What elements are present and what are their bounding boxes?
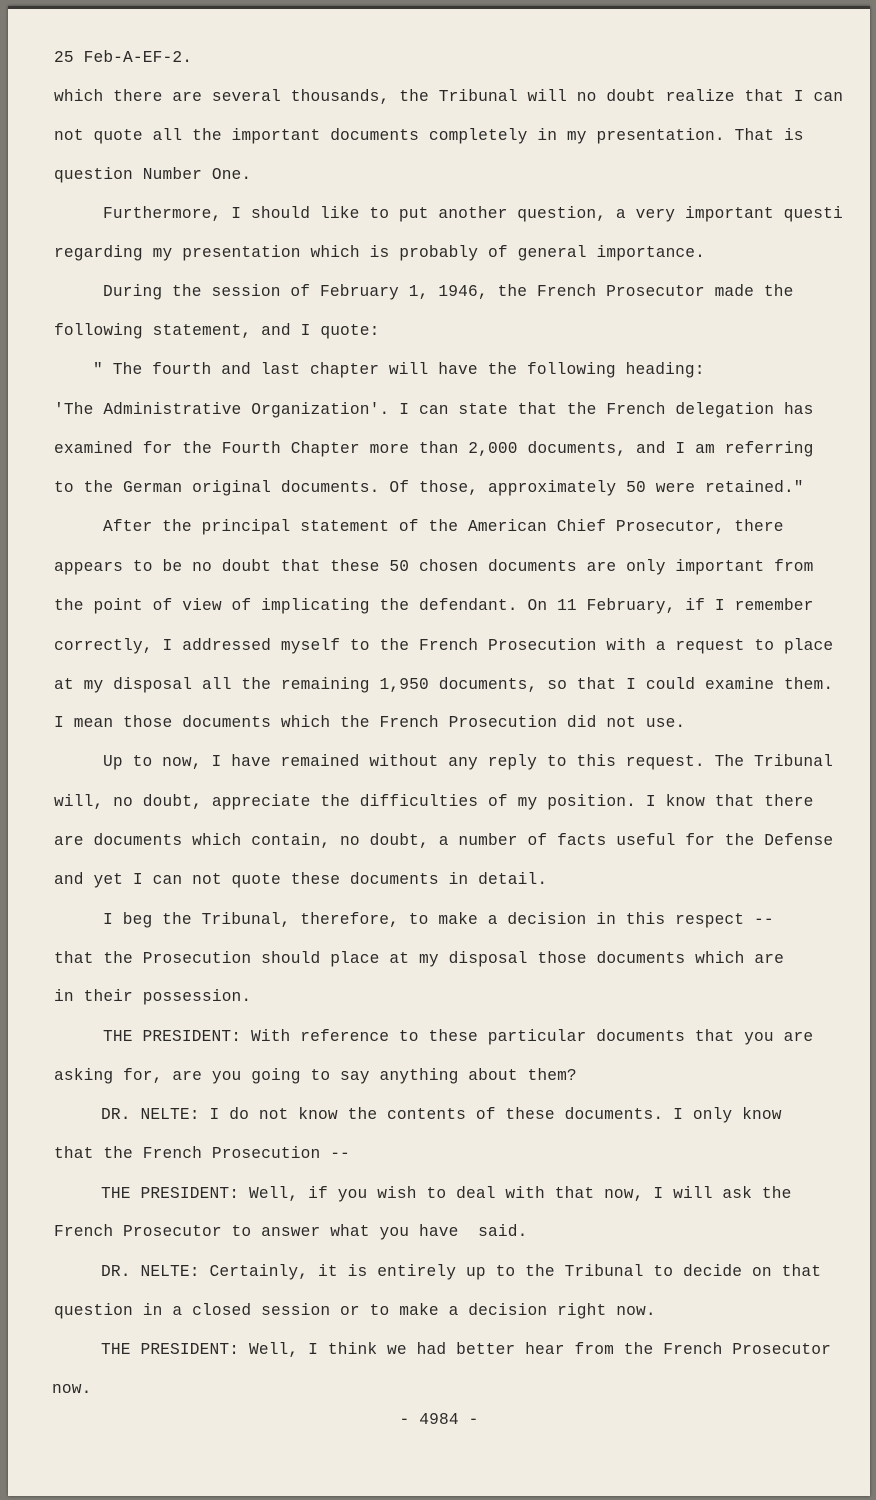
text-line-21: and yet I can not quote these documents in detail.: [54, 871, 548, 889]
text-line-2: not quote all the important documents completely in my presentation. That is: [54, 127, 804, 145]
page-number: - 4984 -: [399, 1411, 479, 1429]
text-line-23: that the Prosecution should place at my disposal those documents which are: [54, 950, 784, 968]
text-line-33: THE PRESIDENT: Well, I think we had better hear from the French Prosecutor: [101, 1341, 831, 1359]
typed-text-block: [8, 6, 870, 1496]
document-page: [8, 6, 870, 1496]
text-line-13: appears to be no doubt that these 50 chosen documents are only important from: [54, 558, 814, 576]
text-line-17: I mean those documents which the French Prosecution did not use.: [54, 714, 686, 732]
text-line-34: now.: [52, 1380, 92, 1398]
text-line-19: will, no doubt, appreciate the difficulties of my position. I know that there: [54, 793, 814, 811]
document-header: 25 Feb-A-EF-2.: [54, 49, 193, 67]
text-line-25: THE PRESIDENT: With reference to these particular documents that you are: [103, 1028, 814, 1046]
text-line-3: question Number One.: [54, 166, 252, 184]
text-line-4: Furthermore, I should like to put another question, a very important questi: [103, 205, 843, 223]
text-line-24: in their possession.: [54, 988, 252, 1006]
text-line-18: Up to now, I have remained without any reply to this request. The Tribunal: [103, 753, 833, 771]
text-line-16: at my disposal all the remaining 1,950 documents, so that I could examine them.: [54, 676, 834, 694]
text-line-22: I beg the Tribunal, therefore, to make a decision in this respect --: [103, 911, 774, 929]
text-line-29: THE PRESIDENT: Well, if you wish to deal with that now, I will ask the: [101, 1185, 792, 1203]
text-line-9: 'The Administrative Organization'. I can state that the French delegation has: [54, 401, 814, 419]
text-line-10: examined for the Fourth Chapter more than 2,000 documents, and I am referring: [54, 440, 814, 458]
text-line-15: correctly, I addressed myself to the French Prosecution with a request to place: [54, 637, 834, 655]
text-line-1: which there are several thousands, the Tribunal will no doubt realize that I can: [54, 88, 844, 106]
text-line-28: that the French Prosecution --: [54, 1145, 350, 1163]
text-line-26: asking for, are you going to say anything about them?: [54, 1067, 577, 1085]
text-line-31: DR. NELTE: Certainly, it is entirely up to the Tribunal to decide on that: [101, 1263, 822, 1281]
text-line-12: After the principal statement of the American Chief Prosecutor, there: [103, 518, 784, 536]
text-line-8: " The fourth and last chapter will have the following heading:: [93, 361, 705, 379]
text-line-27: DR. NELTE: I do not know the contents of these documents. I only know: [101, 1106, 782, 1124]
text-line-6: During the session of February 1, 1946, the French Prosecutor made the: [103, 283, 794, 301]
text-line-20: are documents which contain, no doubt, a number of facts useful for the Defense: [54, 832, 834, 850]
text-line-11: to the German original documents. Of those, approximately 50 were retained.": [54, 479, 804, 497]
text-line-14: the point of view of implicating the defendant. On 11 February, if I remember: [54, 597, 814, 615]
text-line-30: French Prosecutor to answer what you have said.: [54, 1223, 528, 1241]
text-line-7: following statement, and I quote:: [54, 322, 380, 340]
text-line-32: question in a closed session or to make a decision right now.: [54, 1302, 656, 1320]
text-line-5: regarding my presentation which is probably of general importance.: [54, 244, 706, 262]
